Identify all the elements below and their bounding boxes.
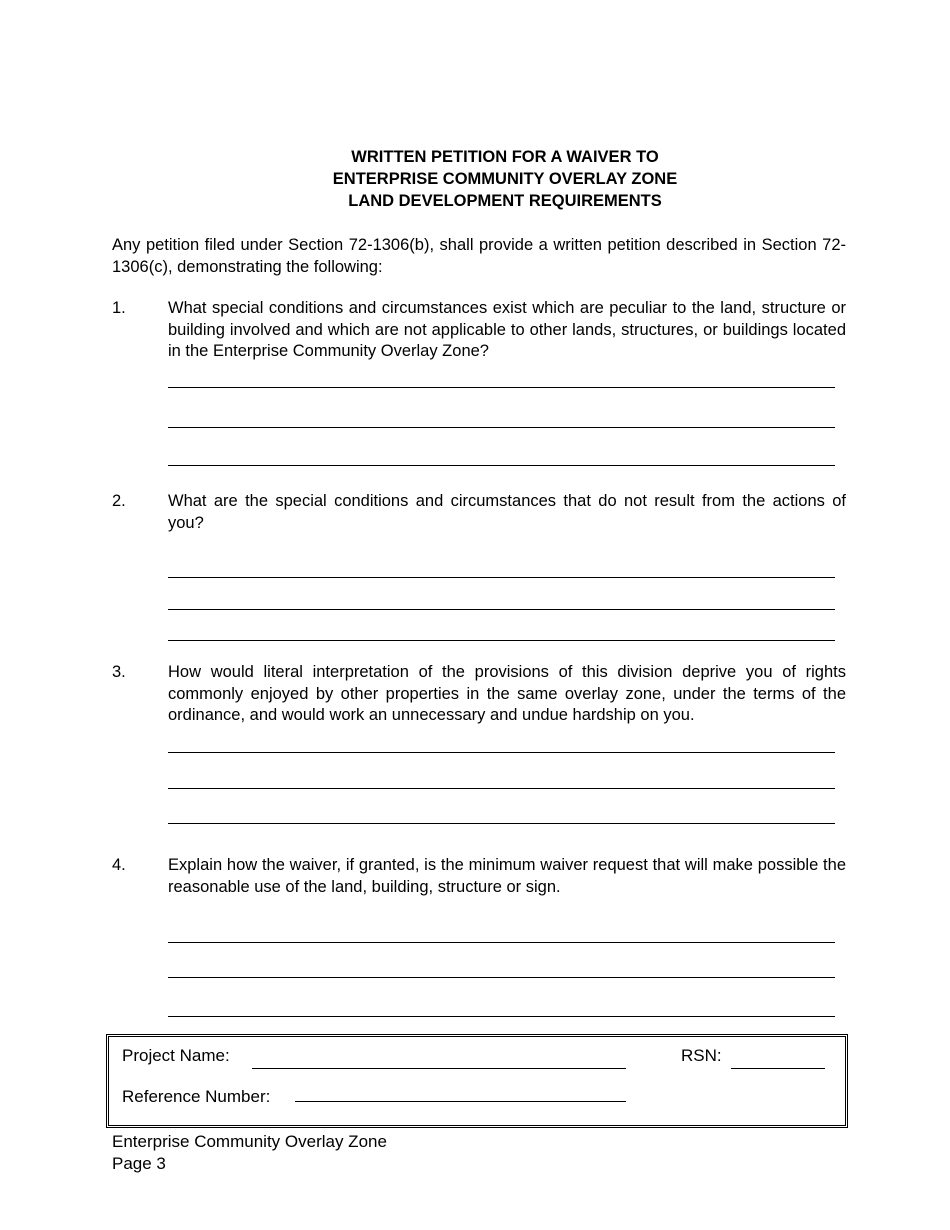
question-number: 4. <box>112 856 126 874</box>
answer-line[interactable] <box>168 1016 835 1017</box>
question-2 <box>112 491 846 534</box>
footer-document-name: Enterprise Community Overlay Zone <box>112 1132 387 1151</box>
question-1 <box>112 298 846 363</box>
answer-line[interactable] <box>168 387 835 388</box>
answer-line[interactable] <box>168 609 835 610</box>
title-line-3: LAND DEVELOPMENT REQUIREMENTS <box>348 192 662 210</box>
page-number: Page 3 <box>112 1154 166 1173</box>
answer-line[interactable] <box>168 977 835 978</box>
question-number: 2. <box>112 492 126 510</box>
rsn-label: RSN: <box>681 1046 722 1065</box>
answer-line[interactable] <box>168 823 835 824</box>
answer-line[interactable] <box>168 427 835 428</box>
reference-number-label: Reference Number: <box>122 1087 271 1106</box>
question-text: Explain how the waiver, if granted, is the minimum waiver request that will make possible the reasonable use of the land, building, structure or sign. <box>168 856 846 896</box>
intro-paragraph: Any petition filed under Section 72-1306(b), shall provide a written petition described in Section 72-1306(c), demonstrating the following: <box>112 236 846 276</box>
project-info-box <box>106 1034 848 1128</box>
document-title <box>112 146 898 212</box>
answer-line[interactable] <box>168 640 835 641</box>
question-text: How would literal interpretation of the provisions of this division deprive you of rights commonly enjoyed by other properties in the same overlay zone, under the terms of the ordinance, and would work an unnecessary and undue hardship on you. <box>168 663 846 724</box>
rsn-field[interactable] <box>731 1068 825 1069</box>
answer-line[interactable] <box>168 577 835 578</box>
question-text: What are the special conditions and circumstances that do not result from the actions of you? <box>168 492 846 532</box>
answer-line[interactable] <box>168 752 835 753</box>
project-name-label: Project Name: <box>122 1046 230 1065</box>
answer-line[interactable] <box>168 465 835 466</box>
question-number: 3. <box>112 663 126 681</box>
question-3 <box>112 662 846 727</box>
title-line-2: ENTERPRISE COMMUNITY OVERLAY ZONE <box>332 170 678 188</box>
question-text: What special conditions and circumstances exist which are peculiar to the land, structure or building involved and which are not applicable to other lands, structures, or buildings located in the Enterprise Community Overlay Zone? <box>168 299 846 360</box>
question-number: 1. <box>112 299 126 317</box>
project-name-field[interactable] <box>252 1068 626 1069</box>
answer-line[interactable] <box>168 942 835 943</box>
page-footer <box>112 1131 387 1175</box>
reference-number-field[interactable] <box>295 1101 626 1102</box>
answer-line[interactable] <box>168 788 835 789</box>
title-line-1: WRITTEN PETITION FOR A WAIVER TO <box>351 148 659 166</box>
question-4 <box>112 855 846 898</box>
